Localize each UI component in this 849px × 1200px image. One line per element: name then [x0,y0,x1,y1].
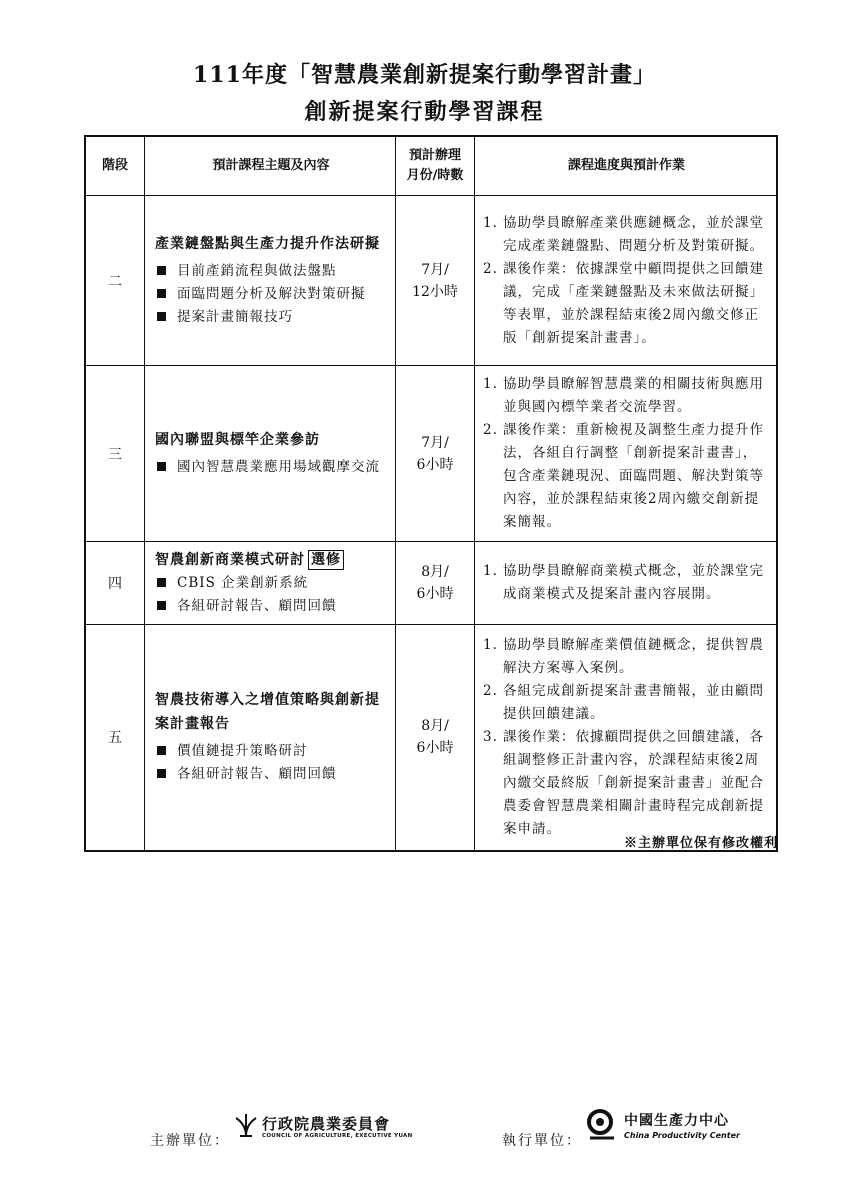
month-value: 7月/ [421,434,449,451]
list-item [483,560,770,606]
progress-number: 1. [483,563,498,579]
progress-number: 1. [483,376,498,392]
list-item [483,726,770,841]
month-cell [396,366,475,542]
square-bullet-icon [157,601,166,610]
list-item [155,260,387,283]
topic-cell [145,196,396,366]
organizer-label: 主辦單位： [150,1133,230,1149]
table-header-row [85,136,777,196]
progress-number: 3. [483,728,498,745]
square-bullet-icon [157,462,166,471]
topic-cell [145,625,396,851]
topic-cell [145,542,396,625]
header-topic: 預計課程主題及內容 [145,136,396,196]
month-cell [396,625,475,851]
progress-text: 協助學員瞭解產業供應鏈概念，並於課堂完成產業鏈盤點、問題分析及對策研擬。 [503,214,764,254]
progress-cell [475,625,778,851]
stage-cell: 五 [85,625,145,851]
list-item [483,680,770,726]
month-cell [396,542,475,625]
header-month [396,136,475,196]
topic-title: 智農創新商業模式研討 [155,552,305,568]
square-bullet-icon [157,266,166,275]
cpc-logo [584,1108,740,1144]
list-item [155,306,387,329]
bullet-text: 價值鏈提升策略研討 [177,743,308,760]
coa-name-cn: 行政院農業委員會 [262,1115,391,1133]
list-item [483,373,770,419]
cpc-emblem-icon [584,1108,620,1144]
progress-text: 課後作業：重新檢視及調整生產力提升作法，各組自行調整「創新提案計畫書」，包含產業鏈現況、面臨問題、解決對策等內容，並於課程結束後2周內繳交創新提案簡報。 [503,422,764,530]
coa-logo [232,1112,413,1144]
topic-bullets [155,456,387,479]
progress-text: 課後作業：依據課堂中顧問提供之回饋建議，完成「產業鏈盤點及未來做法研擬」等表單，並於課程結束後2周內繳交修正版「創新提案計畫書」。 [503,260,764,346]
bullet-text: 提案計畫簡報技巧 [177,309,293,325]
progress-number: 2. [483,682,498,699]
topic-bullets [155,740,387,786]
month-value: 8月/ [421,564,449,580]
bullet-text: 各組研討報告、顧問回饋 [177,598,337,614]
stage-cell: 三 [85,366,145,542]
topic-title: 產業鏈盤點與生產力提升作法研擬 [155,236,380,252]
square-bullet-icon [157,289,166,298]
rights-note: ※主辦單位保有修改權利 [623,836,778,851]
topic-title: 智農技術導入之增值策略與創新提案計畫報告 [155,692,380,733]
bullet-text: 目前產銷流程與做法盤點 [177,263,337,279]
cpc-name-en: China Productivity Center [624,1131,740,1140]
progress-text: 課後作業：依據顧問提供之回饋建議，各組調整修正計畫內容，於課程結束後2周內繳交最終版「創新提案計畫書」並配合農委會智慧農業相關計畫時程完成創新提案申請。 [503,728,764,837]
table-row [85,366,777,542]
month-cell [396,196,475,366]
stage-cell: 二 [85,196,145,366]
progress-text: 協助學員瞭解產業價值鏈概念，提供智農解決方案導入案例。 [503,636,764,676]
document-title: 111年度「智慧農業創新提案行動學習計畫」 [193,62,656,88]
list-item [155,283,387,306]
bullet-text: 各組研討報告、顧問回饋 [177,766,337,783]
progress-text: 各組完成創新提案計畫書簡報，並由顧問提供回饋建議。 [503,682,764,722]
header-month-line2: 月份/時數 [406,168,464,183]
hours-value: 6小時 [416,586,454,602]
month-value: 7月/ [421,261,449,278]
list-item [483,419,770,534]
progress-cell [475,196,778,366]
square-bullet-icon [157,746,166,755]
list-item [155,572,387,595]
header-month-line1: 預計辦理 [408,148,461,163]
list-item [155,456,387,479]
square-bullet-icon [157,769,166,778]
topic-bullets [155,572,387,618]
coa-emblem-icon [232,1112,260,1138]
list-item [155,763,387,786]
progress-text: 協助學員瞭解智慧農業的相關技術與應用並與國內標竿業者交流學習。 [503,376,764,415]
topic-bullets [155,260,387,329]
topic-cell [145,366,396,542]
topic-title: 國內聯盟與標竿企業參訪 [155,432,320,448]
table-row [85,542,777,625]
list-item [155,595,387,618]
square-bullet-icon [157,578,166,587]
bullet-text: 國內智慧農業應用場域觀摩交流 [177,459,380,475]
document-subtitle: 創新提案行動學習課程 [304,99,545,125]
executor-label: 執行單位： [502,1133,582,1149]
progress-number: 2. [483,260,498,277]
stage-cell: 四 [85,542,145,625]
hours-value: 12小時 [412,283,458,300]
progress-number: 2. [483,422,498,438]
hours-value: 6小時 [416,740,454,757]
bullet-text: CBIS 企業創新系統 [177,575,309,591]
month-value: 8月/ [421,718,449,735]
square-bullet-icon [157,312,166,321]
progress-number: 1. [483,636,498,653]
hours-value: 6小時 [416,456,454,473]
coa-name-en: COUNCIL OF AGRICULTURE, EXECUTIVE YUAN [262,1133,413,1139]
elective-badge: 選修 [308,550,344,570]
list-item [483,212,770,258]
topic-title-wrap [155,548,387,572]
progress-text: 協助學員瞭解商業模式概念，並於課堂完成商業模式及提案計畫內容展開。 [503,563,764,602]
progress-cell [475,542,778,625]
list-item [483,258,770,350]
table-row [85,196,777,366]
header-progress: 課程進度與預計作業 [475,136,778,196]
header-stage: 階段 [85,136,145,196]
cpc-name-cn: 中國生產力中心 [624,1113,729,1129]
course-schedule-table [84,135,778,852]
table-row [85,625,777,851]
bullet-text: 面臨問題分析及解決對策研擬 [177,286,366,302]
progress-cell [475,366,778,542]
progress-number: 1. [483,214,498,231]
list-item [483,634,770,680]
list-item [155,740,387,763]
